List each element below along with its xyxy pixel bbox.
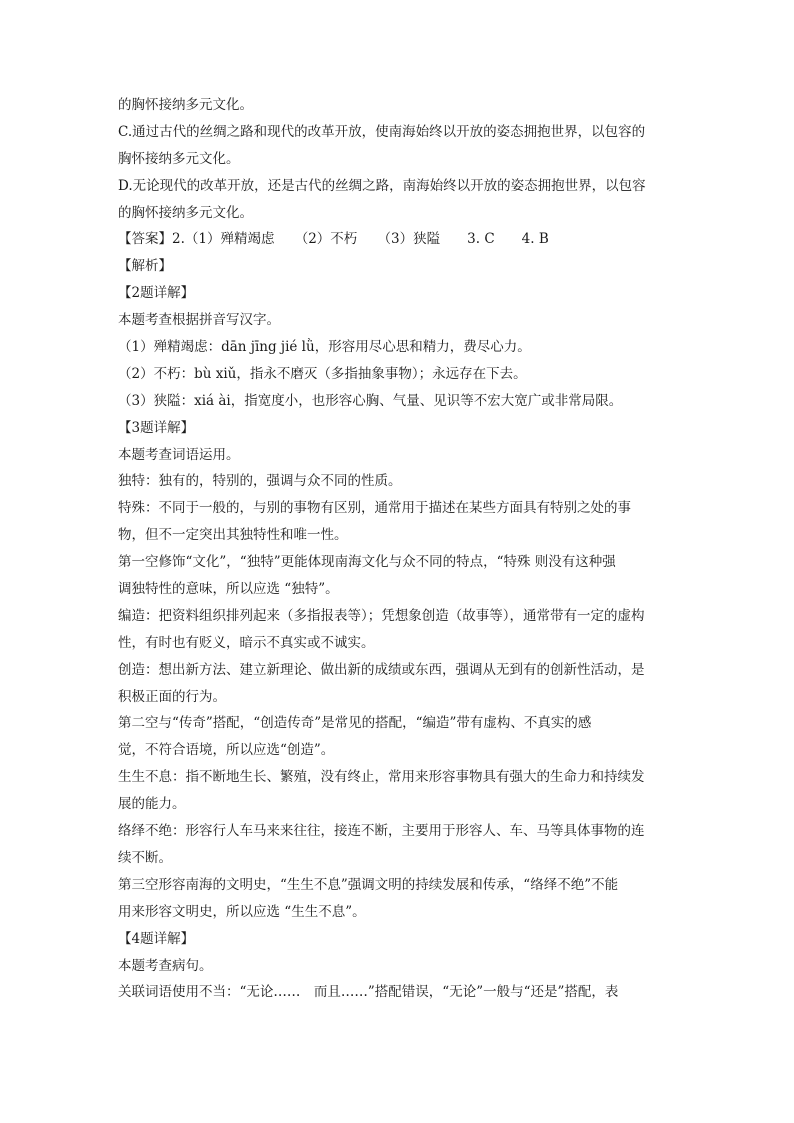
text-line: 创造：想出新方法、建立新理论、做出新的成绩或东西，强调从无到有的创新性活动，是: [118, 661, 645, 678]
text-line: 的胸怀接纳多元文化。: [118, 97, 253, 113]
text-line: 积极正面的行为。: [118, 688, 226, 705]
text-line: 续不断。: [118, 849, 172, 866]
text-line: （3）狭隘：xiá ài，指宽度小，也形容心胸、气量、见识等不宏大宽广或非常局限。: [118, 392, 623, 409]
answer-analysis-text: [118, 92, 676, 1006]
text-line: 用来形容文明史，所以应选 “生生不息”。: [118, 903, 366, 920]
text-line: 络绎不绝：形容行人车马来来往往，接连不断，主要用于形容人、车、马等具体事物的连: [118, 823, 645, 840]
text-line: 关联词语使用不当：“无论…… 而且……”搭配错误，“无论”一般与“还是”搭配，表: [118, 984, 619, 1001]
text-line: 性，有时也有贬义，暗示不真实或不诚实。: [118, 634, 375, 651]
text-line: 本题考查病句。: [118, 957, 213, 974]
text-line: 【2题详解】: [118, 285, 195, 302]
text-line: D.无论现代的改革开放，还是古代的丝绸之路，南海始终以开放的姿态拥抱世界，以包容: [118, 177, 646, 194]
text-line: 本题考查根据拼音写汉字。: [118, 312, 280, 329]
text-line: 【3题详解】: [118, 419, 195, 436]
text-line: 生生不息：指不断地生长、繁殖，没有终止，常用来形容事物具有强大的生命力和持续发: [118, 769, 645, 786]
text-line: 的胸怀接纳多元文化。: [118, 204, 253, 221]
text-line: C.通过古代的丝绸之路和现代的改革开放，使南海始终以开放的姿态拥抱世界，以包容的: [118, 123, 646, 140]
text-line: 【解析】: [118, 258, 172, 275]
text-line: 第三空形容南海的文明史，“生生不息”强调文明的持续发展和传承，“络绎不绝”不能: [118, 876, 619, 893]
text-line: 物，但不一定突出其独特性和唯一性。: [118, 527, 348, 544]
text-line: 本题考查词语运用。: [118, 446, 240, 463]
text-line: 调独特性的意味，所以应选 “独特”。: [118, 581, 339, 598]
text-line: 第二空与“传奇”搭配，“创造传奇”是常见的搭配，“编造”带有虚构、不真实的感: [118, 715, 592, 732]
text-line: 特殊：不同于一般的，与别的事物有区别，通常用于描述在某些方面具有特别之处的事: [118, 500, 631, 517]
text-line: 编造：把资料组织排列起来（多指报表等）；凭想象创造（故事等），通常带有一定的虚构: [118, 607, 645, 624]
text-line: （2）不朽：bù xiǔ，指永不磨灭（多指抽象事物）；永远存在下去。: [118, 365, 527, 382]
text-line: 第一空修饰“文化”，“独特”更能体现南海文化与众不同的特点，“特殊 则没有这种强: [118, 554, 616, 571]
text-line: 展的能力。: [118, 796, 186, 813]
text-line: 胸怀接纳多元文化。: [118, 150, 240, 167]
text-line: （1）殚精竭虑：dān jīng jié lǜ，形容用尽心思和精力，费尽心力。: [118, 339, 531, 356]
text-line: 独特：独有的，特别的，强调与众不同的性质。: [118, 473, 402, 490]
text-line: 【4题详解】: [118, 930, 195, 947]
text-line: 【答案】2.（1）殚精竭虑 （2）不朽 （3）狭隘 3. C 4. B: [118, 231, 549, 248]
text-line: 觉，不符合语境，所以应选“创造”。: [118, 742, 335, 759]
